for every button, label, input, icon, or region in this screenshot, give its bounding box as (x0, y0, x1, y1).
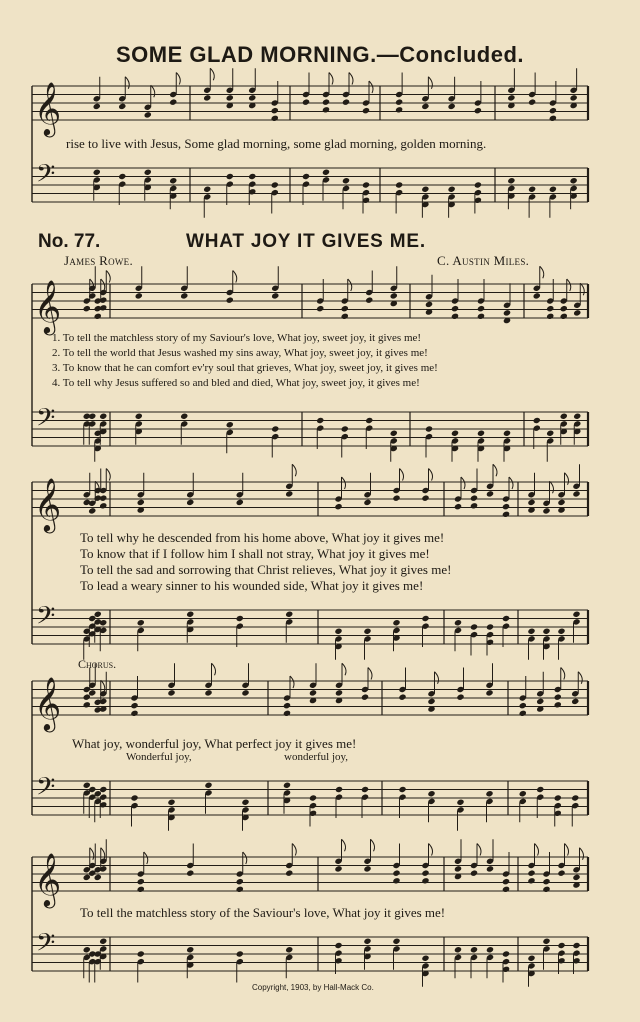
note-flag (342, 663, 346, 675)
note-head (474, 107, 482, 114)
note-head (241, 799, 249, 806)
note-head (470, 623, 478, 630)
note-head (271, 292, 279, 299)
note-head (94, 313, 102, 320)
note-head (99, 938, 107, 945)
note-head (502, 511, 510, 518)
note-head (421, 615, 429, 622)
note-head (285, 490, 293, 497)
note-head (83, 305, 91, 312)
note-head (451, 313, 459, 320)
note-head (527, 870, 535, 877)
note-head (342, 99, 350, 106)
note-head (309, 689, 317, 696)
note-head (503, 309, 511, 316)
note-head (94, 874, 102, 881)
note-head (560, 305, 568, 312)
treble-clef: 𝄞 (34, 852, 62, 906)
note-head (302, 173, 310, 180)
note-head (570, 177, 578, 184)
note-head (137, 619, 145, 626)
note-head (226, 173, 234, 180)
note-head (144, 111, 152, 118)
note-flag (369, 81, 373, 93)
note-flag (151, 85, 155, 97)
words-author: James Rowe. (64, 253, 134, 268)
note-head (502, 886, 510, 893)
bass-clef: 𝄢 (36, 403, 56, 439)
note-head (93, 103, 101, 110)
note-head (236, 950, 244, 957)
note-head (470, 502, 478, 509)
note-head (363, 938, 371, 945)
note-flag (371, 839, 375, 851)
note-head (573, 309, 581, 316)
note-head (335, 786, 343, 793)
note-head (395, 181, 403, 188)
note-head (248, 173, 256, 180)
note-head (542, 507, 550, 514)
note-head (180, 292, 188, 299)
note-head (549, 186, 557, 193)
note-head (203, 94, 211, 101)
note-head (546, 305, 554, 312)
chorus-label: Chorus. (78, 657, 117, 671)
note-head (167, 799, 175, 806)
note-head (421, 495, 429, 502)
note-head (88, 507, 96, 514)
note-head (421, 955, 429, 962)
note-head (519, 710, 527, 717)
note-head (362, 181, 370, 188)
note-head (334, 942, 342, 949)
note-head (572, 942, 580, 949)
note-head (365, 417, 373, 424)
note-flag (243, 852, 247, 864)
note-head (83, 701, 91, 708)
note-head (507, 177, 515, 184)
note-head (335, 689, 343, 696)
note-head (542, 878, 550, 885)
verse-4-line-b: To lead a weary sinner to his wounded side, What joy it gives me! (80, 578, 424, 593)
note-head (485, 689, 493, 696)
note-head (470, 946, 478, 953)
note-head (334, 628, 342, 635)
note-head (180, 413, 188, 420)
note-flag (400, 469, 404, 481)
note-head (99, 495, 107, 502)
note-head (169, 99, 177, 106)
note-head (204, 689, 212, 696)
note-flag (565, 844, 569, 856)
note-head (542, 938, 550, 945)
note-head (454, 503, 462, 510)
note-head (454, 946, 462, 953)
note-head (572, 874, 580, 881)
note-head (477, 430, 485, 437)
note-head (451, 430, 459, 437)
note-head (135, 292, 143, 299)
note-head (557, 499, 565, 506)
note-head (186, 499, 194, 506)
note-head (454, 865, 462, 872)
note-head (88, 413, 96, 420)
note-head (390, 430, 398, 437)
note-head (363, 499, 371, 506)
treble-clef: 𝄞 (34, 279, 62, 333)
note-flag (176, 73, 180, 85)
note-head (236, 878, 244, 885)
note-head (456, 694, 464, 701)
note-flag (567, 279, 571, 291)
note-flag (435, 672, 439, 684)
note-head (283, 782, 291, 789)
music-author: C. Austin Miles. (437, 253, 530, 268)
chorus-line: What joy, wonderful joy, What perfect joy it gives me! (72, 736, 357, 751)
note-head (398, 694, 406, 701)
note-head (421, 103, 429, 110)
chorus-echo-1: Wonderful joy, (126, 751, 192, 763)
note-flag (550, 481, 554, 493)
bass-clef: 𝄢 (36, 772, 56, 808)
note-head (390, 292, 398, 299)
concluded-lyric: rise to live with Jesus, Some glad morning, some glad morning, golden morning. (66, 136, 487, 151)
note-head (118, 173, 126, 180)
note-head (248, 94, 256, 101)
note-head (502, 503, 510, 510)
note-head (316, 417, 324, 424)
note-head (425, 301, 433, 308)
note-head (285, 870, 293, 877)
note-head (285, 611, 293, 618)
note-head (361, 786, 369, 793)
note-head (560, 413, 568, 420)
note-head (570, 94, 578, 101)
note-head (542, 628, 550, 635)
note-flag (561, 668, 565, 680)
note-flag (493, 464, 497, 476)
note-head (395, 106, 403, 113)
note-head (137, 950, 145, 957)
note-head (427, 698, 435, 705)
note-head (456, 799, 464, 806)
note-head (271, 425, 279, 432)
note-head (144, 169, 152, 176)
note-head (392, 870, 400, 877)
note-flag (477, 844, 481, 856)
note-head (554, 694, 562, 701)
note-flag (429, 844, 433, 856)
bass-clef: 𝄢 (36, 601, 56, 637)
note-head (302, 99, 310, 106)
note-head (448, 103, 456, 110)
note-head (519, 790, 527, 797)
note-head (322, 106, 330, 113)
note-head (546, 430, 554, 437)
note-flag (580, 848, 584, 860)
note-head (527, 499, 535, 506)
note-flag (329, 73, 333, 85)
note-head (236, 886, 244, 893)
hymn-number: No. 77. (38, 231, 101, 252)
note-head (546, 313, 554, 320)
note-head (421, 870, 429, 877)
note-head (421, 186, 429, 193)
note-head (186, 946, 194, 953)
note-head (486, 946, 494, 953)
note-head (554, 794, 562, 801)
note-head (528, 99, 536, 106)
verse-3-line: 3. To know that he can comfort ev'ry soul that grieves, What joy, sweet joy, it gives me! (52, 362, 438, 374)
note-head (474, 181, 482, 188)
note-head (93, 169, 101, 176)
note-head (421, 877, 429, 884)
note-head (527, 628, 535, 635)
note-head (285, 946, 293, 953)
note-head (528, 186, 536, 193)
note-head (395, 99, 403, 106)
verse-1-line: 1. To tell the matchless story of my Saviour's love, What joy, sweet joy, it gives me! (52, 332, 422, 344)
verse-3-line-b: To tell the sad and sorrowing that Christ relieves, What joy it gives me! (80, 562, 452, 577)
note-head (283, 710, 291, 717)
note-head (486, 490, 494, 497)
note-head (118, 103, 126, 110)
note-flag (429, 469, 433, 481)
note-head (470, 495, 478, 502)
note-flag (292, 844, 296, 856)
note-head (527, 955, 535, 962)
note-head (322, 99, 330, 106)
note-flag (106, 271, 110, 283)
note-flag (580, 283, 584, 295)
note-flag (535, 844, 539, 856)
note-head (236, 615, 244, 622)
note-head (137, 499, 145, 506)
note-head (83, 782, 91, 789)
note-head (392, 495, 400, 502)
note-flag (349, 73, 353, 85)
note-flag (101, 279, 105, 291)
verse-2-line: 2. To tell the world that Jesus washed my sins away, What joy, sweet joy, it gives me! (52, 347, 428, 359)
note-head (573, 413, 581, 420)
note-flag (509, 477, 513, 489)
note-head (507, 94, 515, 101)
note-head (392, 938, 400, 945)
note-head (99, 304, 107, 311)
verse-4-line: 4. To tell why Jesus suffered so and bled and died, What joy, sweet joy, it gives me! (52, 377, 420, 389)
note-head (283, 702, 291, 709)
note-head (236, 499, 244, 506)
note-flag (428, 77, 432, 89)
note-head (536, 698, 544, 705)
hymn-title: WHAT JOY IT GIVES ME. (186, 231, 426, 252)
note-head (425, 425, 433, 432)
note-head (341, 305, 349, 312)
note-head (542, 886, 550, 893)
note-head (477, 313, 485, 320)
copyright-notice: Copyright, 1903, by Hall-Mack Co. (252, 983, 374, 992)
note-head (554, 701, 562, 708)
note-head (167, 689, 175, 696)
note-head (130, 702, 138, 709)
note-head (503, 430, 511, 437)
note-head (398, 786, 406, 793)
note-head (271, 107, 279, 114)
note-head (342, 177, 350, 184)
note-head (186, 870, 194, 877)
note-head (130, 794, 138, 801)
note-head (334, 503, 342, 510)
note-head (361, 694, 369, 701)
note-head (451, 305, 459, 312)
note-head (454, 619, 462, 626)
note-flag (125, 77, 129, 89)
note-head (533, 417, 541, 424)
note-head (365, 297, 373, 304)
note-head (477, 305, 485, 312)
note-head (226, 421, 234, 428)
note-head (560, 313, 568, 320)
note-flag (106, 469, 110, 481)
note-head (527, 877, 535, 884)
note-head (502, 950, 510, 957)
note-head (363, 865, 371, 872)
note-flag (101, 848, 105, 860)
note-flag (292, 464, 296, 476)
note-head (557, 628, 565, 635)
note-head (135, 413, 143, 420)
note-head (485, 790, 493, 797)
note-head (130, 710, 138, 717)
note-head (241, 689, 249, 696)
note-flag (540, 266, 544, 278)
note-flag (461, 477, 465, 489)
note-head (137, 878, 145, 885)
treble-clef: 𝄞 (34, 81, 62, 135)
bass-clef: 𝄢 (36, 928, 56, 964)
note-flag (565, 473, 569, 485)
note-head (486, 623, 494, 630)
note-flag (290, 676, 294, 688)
note-head (169, 177, 177, 184)
treble-clef: 𝄞 (34, 477, 62, 531)
note-flag (342, 477, 346, 489)
note-flag (233, 271, 237, 283)
note-head (486, 865, 494, 872)
note-head (557, 870, 565, 877)
note-flag (90, 848, 94, 860)
note-head (470, 870, 478, 877)
note-head (536, 786, 544, 793)
note-head (571, 794, 579, 801)
note-flag (368, 668, 372, 680)
bass-clef: 𝄢 (36, 159, 56, 195)
concluded-title: SOME GLAD MORNING.—Concluded. (115, 42, 525, 67)
note-flag (101, 680, 105, 692)
note-head (334, 865, 342, 872)
treble-clef: 𝄞 (34, 676, 62, 730)
note-head (226, 94, 234, 101)
note-head (392, 877, 400, 884)
note-head (427, 790, 435, 797)
note-head (533, 292, 541, 299)
note-head (572, 490, 580, 497)
note-head (448, 186, 456, 193)
note-head (549, 107, 557, 114)
note-flag (342, 839, 346, 851)
note-head (271, 115, 279, 122)
note-head (341, 313, 349, 320)
note-head (204, 782, 212, 789)
note-head (271, 181, 279, 188)
note-head (83, 946, 91, 953)
note-head (502, 615, 510, 622)
note-head (363, 628, 371, 635)
note-head (316, 305, 324, 312)
note-head (362, 107, 370, 114)
note-head (99, 502, 107, 509)
note-flag (578, 672, 582, 684)
note-head (99, 413, 107, 420)
note-head (309, 794, 317, 801)
note-head (186, 611, 194, 618)
note-head (557, 942, 565, 949)
verse-1-line-b: To tell why he descended from his home above, What joy it gives me! (80, 530, 445, 545)
chorus-echo-2: wonderful joy, (284, 751, 349, 763)
note-head (392, 619, 400, 626)
note-flag (210, 68, 214, 80)
note-head (572, 611, 580, 618)
note-head (137, 886, 145, 893)
note-flag (144, 852, 148, 864)
note-head (502, 878, 510, 885)
note-head (519, 702, 527, 709)
note-head (549, 115, 557, 122)
note-head (571, 698, 579, 705)
note-head (226, 297, 234, 304)
final-lyric: To tell the matchless story of the Saviour's love, What joy it gives me! (80, 905, 446, 920)
note-flag (348, 279, 352, 291)
verse-2-line-b: To know that if I follow him I shall not stray, What joy it gives me! (80, 546, 430, 561)
note-flag (212, 663, 216, 675)
note-head (203, 186, 211, 193)
note-head (322, 169, 330, 176)
note-head (341, 425, 349, 432)
